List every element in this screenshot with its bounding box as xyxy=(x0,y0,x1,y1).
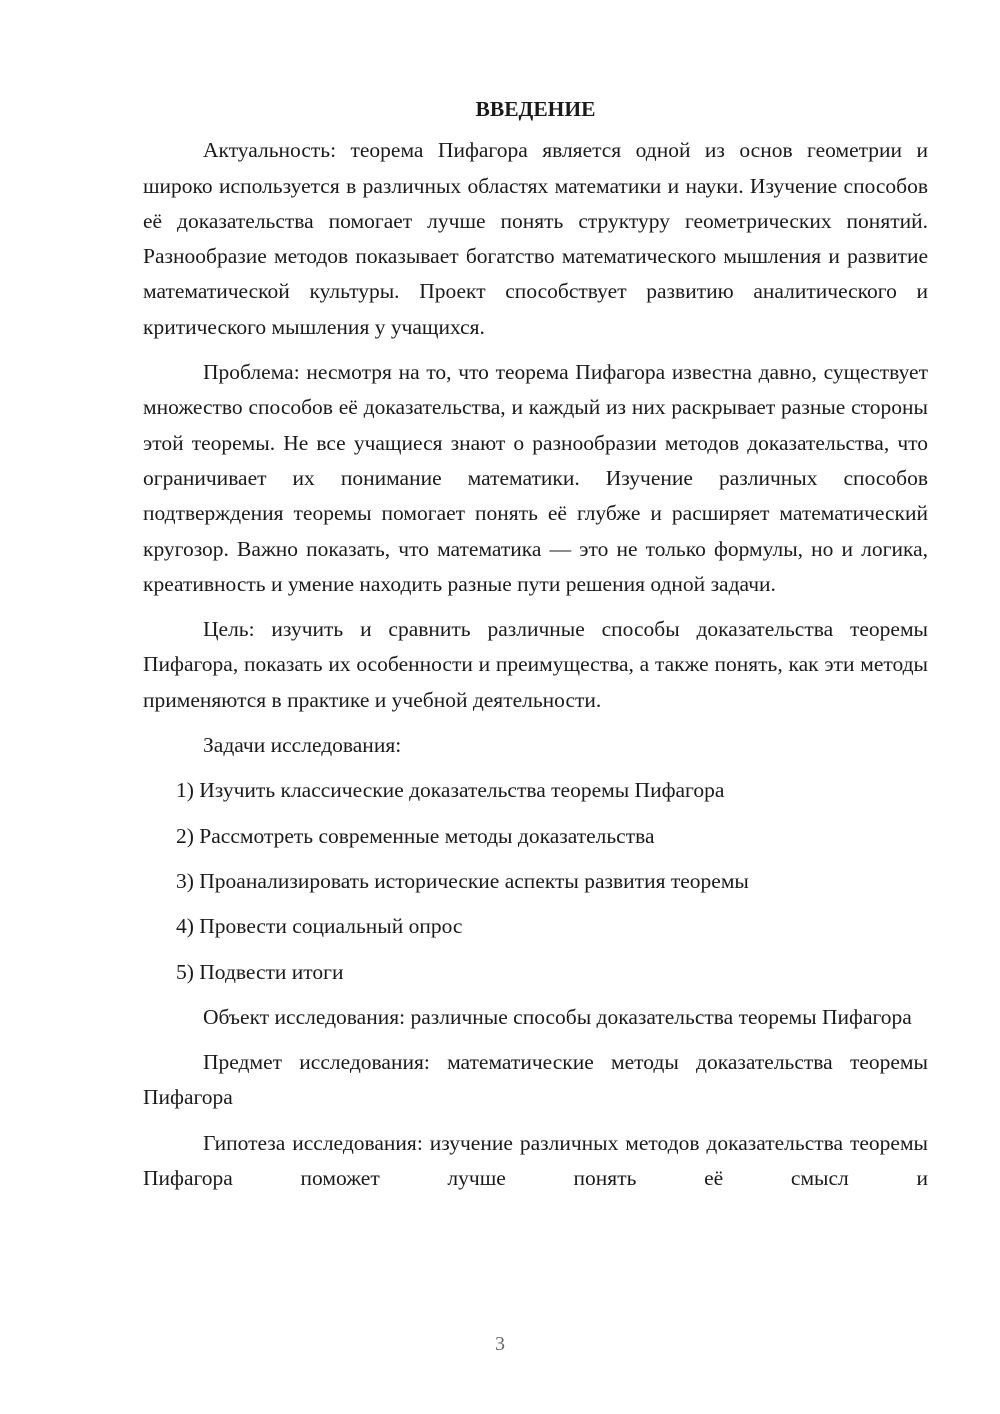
tasks-heading: Задачи исследования: xyxy=(203,733,402,758)
object-paragraph: Объект исследования: различные способы доказательства теоремы Пифагора xyxy=(203,1004,912,1029)
task-item: 2) Рассмотреть современные методы доказательства xyxy=(176,823,655,848)
problem-paragraph: Проблема: несмотря на то, что теорема Пифагора известна давно, существует множество способов её доказательства, и каждый из них раскрывает разные стороны этой теоремы. Не все учащиеся знают о разнообразии методов доказательства, что ограничивает их понимание математики. Изучение различных способов подтверждения теоремы помогает понять её глубже и расширяет математический кругозор. Важно показать, что математика — это не только формулы, но и логика, креативность и умение находить разные пути решения одной задачи. xyxy=(143,360,928,596)
relevance-paragraph: Актуальность: теорема Пифагора является одной из основ геометрии и широко используется в различных областях математики и науки. Изучение способов её доказательства помогает лучше понять структуру геометрических понятий. Разнообразие методов показывает богатство математического мышления и развитие математической культуры. Проект способствует развитию аналитического и критического мышления у учащихся. xyxy=(143,138,928,339)
hypothesis-paragraph: Гипотеза исследования: изучение различных методов доказательства теоремы Пифагора поможет лучше понять её смысл и xyxy=(143,1130,928,1191)
section-title: ВВЕДЕНИЕ xyxy=(475,97,596,121)
subject-paragraph: Предмет исследования: математические методы доказательства теоремы Пифагора xyxy=(143,1050,928,1110)
task-item: 4) Провести социальный опрос xyxy=(176,914,463,939)
page-number: 3 xyxy=(495,1333,505,1355)
tasks-list xyxy=(143,773,928,989)
task-item: 3) Проанализировать исторические аспекты развития теоремы xyxy=(176,868,749,893)
goal-paragraph: Цель: изучить и сравнить различные способы доказательства теоремы Пифагора, показать их особенности и преимущества, а также понять, как эти методы применяются в практике и учебной деятельности. xyxy=(143,617,928,712)
task-item: 1) Изучить классические доказательства теоремы Пифагора xyxy=(176,778,725,803)
document-page xyxy=(143,92,928,1206)
task-item: 5) Подвести итоги xyxy=(176,959,344,984)
